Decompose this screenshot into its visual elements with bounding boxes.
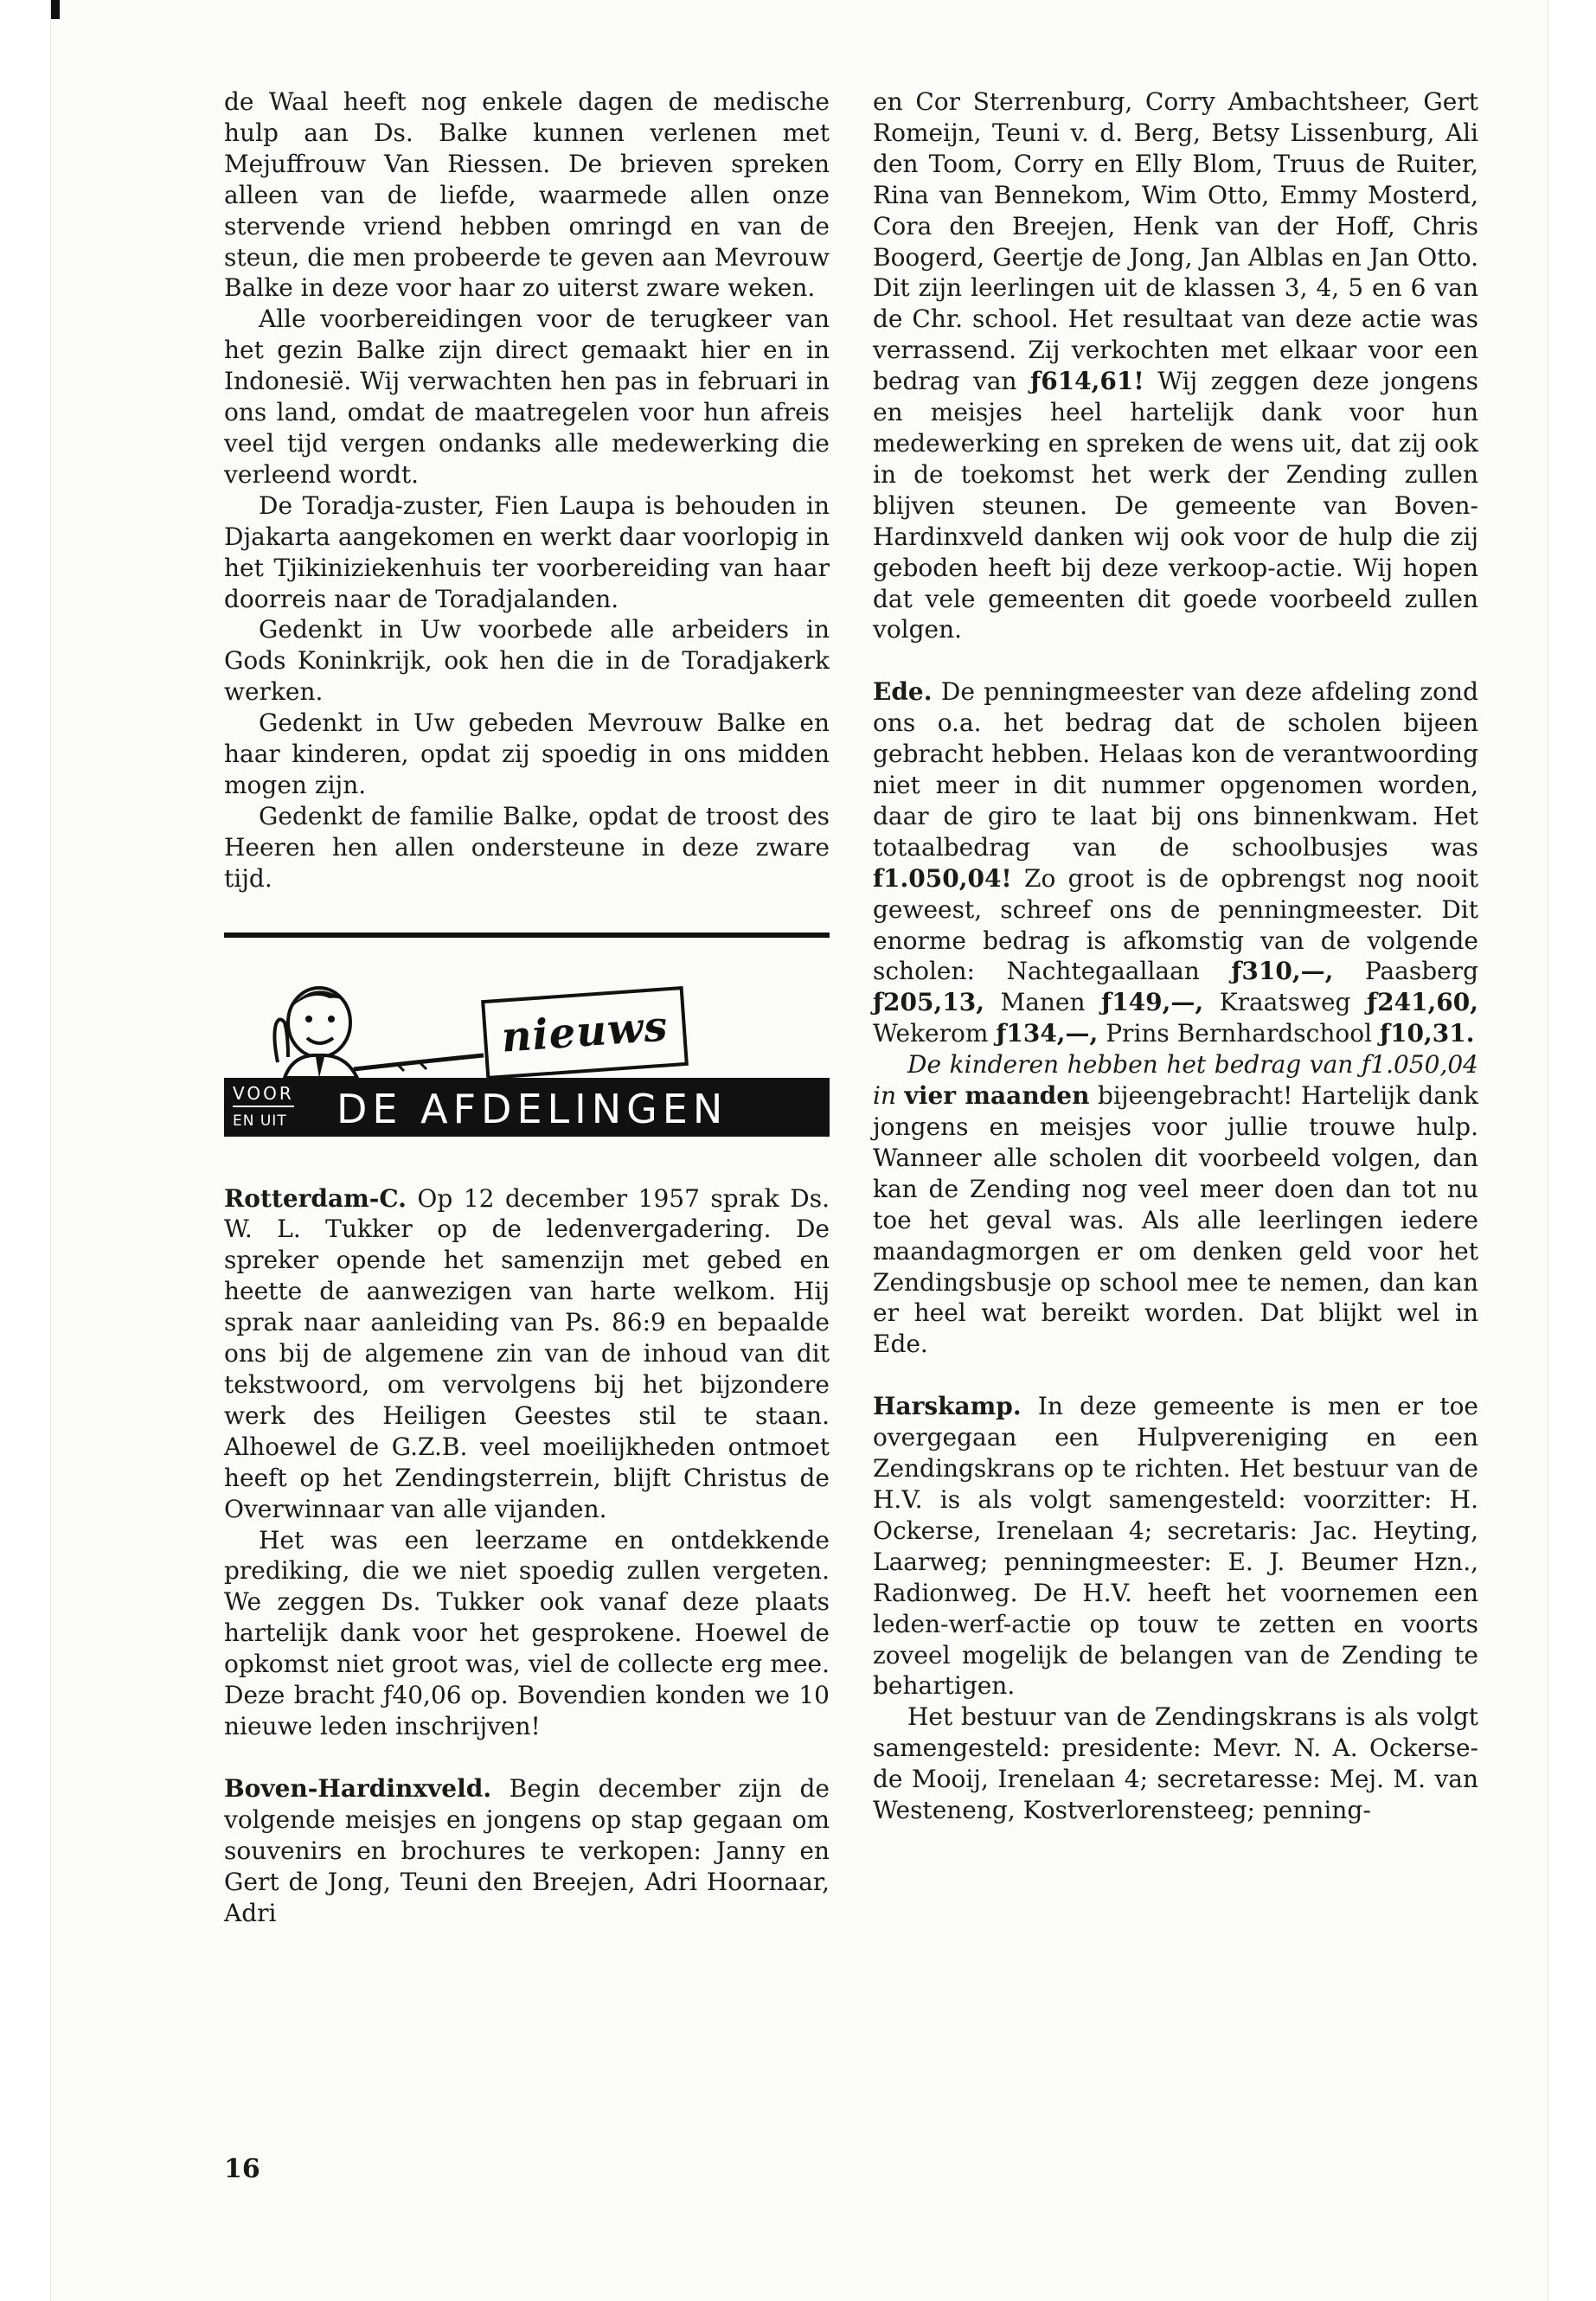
paragraph: Alle voorbereidingen voor de terugkeer van het gezin Balke zijn direct gemaakt hier en in Indonesië. Wij verwachten hen pas in februari in ons land, omdat de maatregelen voor hun afreis veel tijd vergen ondanks alle medewerking die verleend wordt. [224, 304, 830, 489]
voor-en-uit-label [233, 1081, 328, 1133]
paragraph: De Toradja-zuster, Fien Laupa is behouden in Djakarta aangekomen en werkt daar voorlopig in het Tjikiniziekenhuis ter voorbereiding van haar doorreis naar de Toradjalanden. [224, 490, 830, 613]
paragraph: Het was een leerzame en ontdekkende prediking, die we niet spoedig zullen vergeten. We zeggen Ds. Tukker ook vanaf deze plaats hartelijk dank voor het gesprokene. Hoewel de opkomst niet groot was, viel de collecte erg mee. Deze bracht ƒ40,06 op. Bovendien konden we 10 nieuwe leden inschrijven! [224, 1525, 830, 1740]
paragraph: Het bestuur van de Zendingskrans is als volgt samengesteld: presidente: Mevr. N. A. Ockerse-de Mooij, Irenelaan 4; secretaresse: Mej. M. van Westeneng, Kostverlorensteeg; penning- [873, 1702, 1478, 1825]
page-number: 16 [224, 2154, 260, 2184]
section-divider [224, 933, 830, 938]
left-column [224, 87, 830, 1928]
place-heading: Rotterdam-C. [224, 1183, 407, 1213]
paragraph: Gedenkt in Uw gebeden Mevrouw Balke en haar kinderen, opdat zij spoedig in ons midden mogen zijn. [224, 708, 830, 799]
place-heading: Ede. [873, 677, 933, 707]
voor-label: VOOR [233, 1081, 294, 1107]
magazine-page [50, 0, 1548, 2301]
nieuws-sign [481, 986, 689, 1080]
news-item-rotterdam: Rotterdam-C. Op 12 december 1957 sprak Ds. W. L. Tukker op de ledenvergadering. De spreker opende het samenzijn met gebed en heette de aanwezigen van harte welkom. Hij sprak naar aanleiding van Ps. 86:9 en bepaalde ons bij de algemene zin van de inhoud van dit tekstwoord, om vervolgens bij het bijzondere werk des Heiligen Geestes stil te staan. Alhoewel de G.Z.B. veel moeilijkheden ontmoet heeft op het Zendingsterrein, blijft Christus de Overwinnaar van alle vijanden. [224, 1183, 830, 1523]
paragraph: de Waal heeft nog enkele dagen de medische hulp aan Ds. Balke kunnen verlenen met Mejuffrouw Van Riessen. De brieven spreken alleen van de liefde, waarmede allen onze stervende vriend hebben omringd en van de steun, die men probeerde te geven aan Mevrouw Balke in deze voor haar zo uiterst zware weken. [224, 87, 830, 303]
paragraph: Gedenkt de familie Balke, opdat de troost des Heeren hen allen ondersteune in deze zware tijd. [224, 801, 830, 893]
nieuws-label: nieuws [499, 1001, 670, 1062]
en-uit-label: EN UIT [233, 1112, 287, 1130]
section-banner [224, 960, 830, 1142]
place-heading: Harskamp. [873, 1392, 1022, 1421]
paragraph: De kinderen hebben het bedrag van ƒ1.050,04 in vier maanden bijeengebracht! Hartelijk dank jongens en meisjes voor jullie trouwe hulp. Wanneer alle scholen dit voorbeeld volgen, dan kan de Zending nog veel meer doen dan tot nu toe het geval was. Als alle leerlingen iedere maandagmorgen er om denken geld voor het Zendingsbusje op school mee te nemen, dan kan er heel wat bereikt worden. Dat blijkt wel in Ede. [873, 1050, 1479, 1359]
news-item-ede: Ede. De penningmeester van deze afdeling zond ons o.a. het bedrag dat de scholen bijeen gebracht hebben. Helaas kon de verantwoording niet meer in dit nummer opgenomen worden, daar de giro te laat bij ons binnenkwam. Het totaalbedrag van de schoolbusjes was f1.050,04! Zo groot is de opbrengst nog nooit geweest, schreef ons de penningmeester. Dit enorme bedrag is afkomstig van de volgende scholen: Nachtegaallaan ƒ310,—, Paasberg ƒ205,13, Manen ƒ149,—, Kraatsweg ƒ241,60, Wekerom ƒ134,—, Prins Bernhardschool ƒ10,31. [873, 677, 1478, 1048]
scan-corner-mark [51, 0, 60, 19]
place-heading: Boven-Hardinxveld. [224, 1773, 492, 1803]
paragraph: Gedenkt in Uw voorbede alle arbeiders in Gods Koninkrijk, ook hen die in de Toradjakerk werken. [224, 615, 830, 707]
right-column [873, 87, 1478, 1826]
news-item-harskamp: Harskamp. In deze gemeente is men er toe overgegaan een Hulpvereniging en een Zendingskrans op te richten. Het bestuur van de H.V. is als volgt samengesteld: voorzitter: H. Ockerse, Irenelaan 4; secretaris: Jac. Heyting, Laarweg; penningmeester: E. J. Beumer Hzn., Radionweg. De H.V. heeft het voornemen een leden-werf-actie op touw te zetten en voorts zoveel mogelijk de belangen van de Zending te behartigen. [873, 1392, 1479, 1701]
banner-title: DE AFDELINGEN [337, 1085, 728, 1132]
news-item-boven-hardinxveld: Boven-Hardinxveld. Begin december zijn de volgende meisjes en jongens op stap gegaan om souvenirs en brochures te verkopen: Janny en Gert de Jong, Teuni den Breejen, Adri Hoornaar, Adri [224, 1773, 830, 1927]
paragraph: en Cor Sterrenburg, Corry Ambachtsheer, Gert Romeijn, Teuni v. d. Berg, Betsy Lissenburg, Ali den Toom, Corry en Elly Blom, Truus de Ruiter, Rina van Bennekom, Wim Otto, Emmy Mosterd, Cora den Breejen, Henk van der Hoff, Chris Boogerd, Geertje de Jong, Jan Alblas en Jan Otto. Dit zijn leerlingen uit de klassen 3, 4, 5 en 6 van de Chr. school. Het resultaat van deze actie was verrassend. Zij verkochten met elkaar voor een bedrag van ƒ614,61! Wij zeggen deze jongens en meisjes heel hartelijk dank voor hun medewerking en spreken de wens uit, dat zij ook in de toekomst het werk der Zending zullen blijven steunen. De gemeente van Boven-Hardinxveld danken wij ook voor de hulp die zij geboden heeft bij deze verkoop-actie. Wij hopen dat vele gemeenten dit goede voorbeeld zullen volgen. [873, 87, 1478, 644]
